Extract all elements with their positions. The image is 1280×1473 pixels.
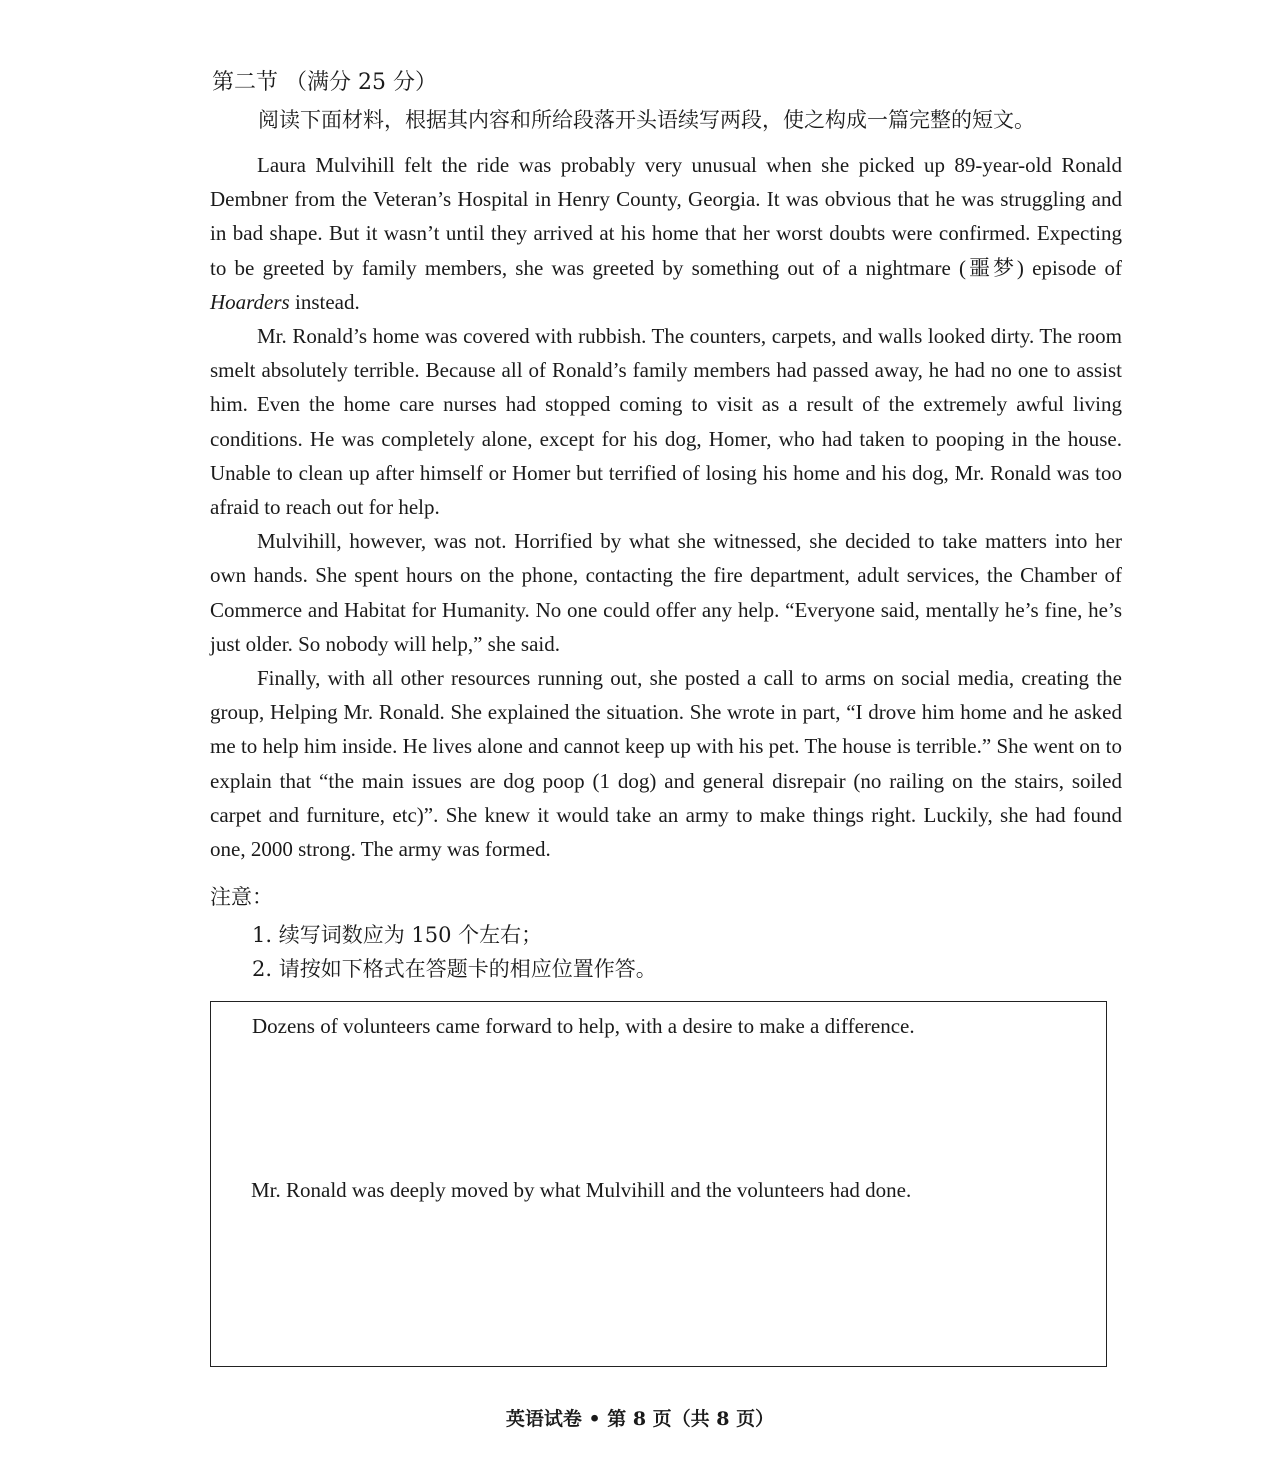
passage-paragraph-4: Finally, with all other resources running out, she posted a call to arms on social media, creating the group, Helping Mr. Ronald. She explained the situation. She wrote in part, “I drove him home and he asked me to help him inside. He lives alone and cannot keep up with his pet. The house is terrible.” She went on to explain that “the main issues are dog poop (1 dog) and general disrepair (no railing on the stairs, soiled carpet and furniture, etc)”. She knew it would take an army to make things right. Luckily, she had found one, 2000 strong. The army was formed.: [210, 666, 1122, 862]
reading-passage: [210, 148, 1122, 866]
paragraph-opener-2: Mr. Ronald was deeply moved by what Mulvihill and the volunteers had done.: [251, 1178, 912, 1202]
paragraph-1-end: instead.: [289, 289, 360, 314]
passage-paragraph-1: [210, 148, 1122, 319]
note-item-2: 2. 请按如下格式在答题卡的相应位置作答。: [252, 957, 657, 981]
passage-paragraph-2: Mr. Ronald’s home was covered with rubbish. The counters, carpets, and walls looked dirty. The room smelt absolutely terrible. Because all of Ronald’s family members had passed away, he had no one to assist him. Even the home care nurses had stopped coming to visit as a result of the extremely awful living conditions. He was completely alone, except for his dog, Homer, who had taken to pooping in the house. Unable to clean up after himself or Homer but terrified of losing his home and his dog, Mr. Ronald was too afraid to reach out for help.: [210, 324, 1122, 520]
show-title: Hoarders: [210, 289, 290, 314]
note-item-1: 1. 续写词数应为 150 个左右；: [252, 923, 543, 947]
paragraph-1-text: Laura Mulvihill felt the ride was probably very unusual when she picked up 89-year-old Ronald Dembner from the Veteran’s Hospital in Henry County, Georgia. It was obvious that he was struggling and in bad shape. But it wasn’t until they arrived at his home that her worst doubts were confirmed. Expecting to be greeted by family members, she was greeted by something out of a nightmare (噩梦) episode of: [210, 153, 1122, 280]
page-footer: 英语试卷 • 第 8 页（共 8 页）: [505, 1408, 775, 1430]
notes-label: 注意：: [210, 885, 273, 909]
passage-paragraph-3: Mulvihill, however, was not. Horrified by what she witnessed, she decided to take matters into her own hands. She spent hours on the phone, contacting the fire department, adult services, the Chamber of Commerce and Habitat for Humanity. No one could offer any help. “Everyone said, mentally he’s fine, he’s just older. So nobody will help,” she said.: [210, 529, 1122, 656]
paragraph-opener-1: Dozens of volunteers came forward to help, with a desire to make a difference.: [252, 1014, 915, 1038]
section-title: 第二节 （满分 25 分）: [212, 70, 437, 95]
notes-list: [252, 918, 657, 986]
instruction-text: 阅读下面材料，根据其内容和所给段落开头语续写两段，使之构成一篇完整的短文。: [258, 108, 1035, 132]
answer-box: [210, 1001, 1107, 1367]
